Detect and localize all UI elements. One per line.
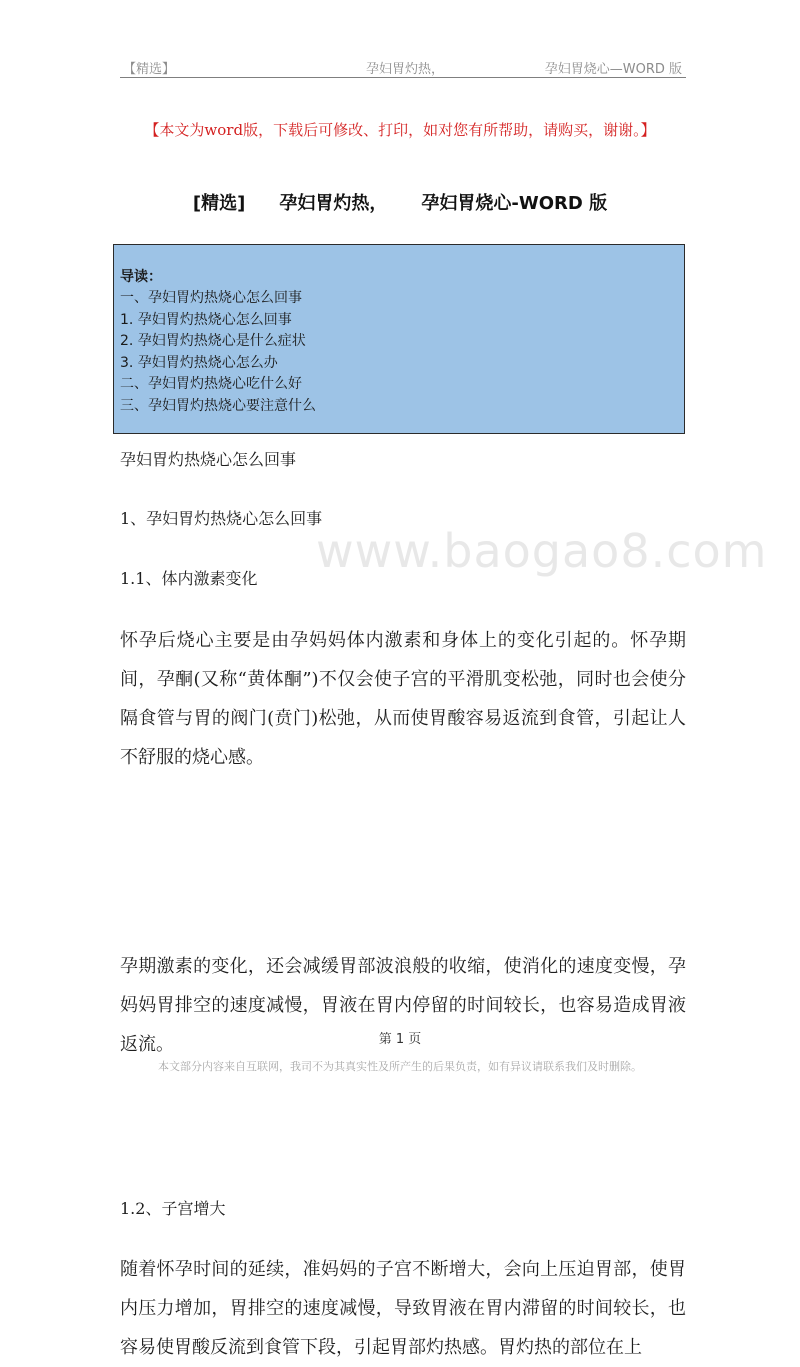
title-part-2: 孕妇胃灼热， [279, 193, 388, 214]
body-paragraph-1: 怀孕后烧心主要是由孕妈妈体内激素和身体上的变化引起的。怀孕期间，孕酮(又称“黄体酮”)不仅会使子宫的平滑肌变松弛，同时也会使分隔食管与胃的阀门(贲门)松弛，从而使胃酸容易返流到食管，引起让人不舒服的烧心感。 [120, 630, 686, 768]
header-center-text: 孕妇胃灼热， [366, 62, 445, 77]
title-part-1: [精选] [192, 193, 246, 214]
header-left-text: 【精选】 [123, 62, 176, 77]
toc-item[interactable]: 三、孕妇胃灼热烧心要注意什么 [120, 397, 316, 414]
subsection-title-1-1: 1.1、体内激素变化 [120, 569, 258, 588]
download-notice: 【本文为word版，下载后可修改、打印，如对您有所帮助，请购买，谢谢。】 [144, 121, 656, 139]
page-header [120, 55, 686, 78]
toc-item[interactable]: 一、孕妇胃灼热烧心怎么回事 [120, 290, 302, 306]
toc-item[interactable]: 二、孕妇胃灼热烧心吃什么好 [120, 376, 302, 392]
page-number: 第 1 页 [378, 1032, 422, 1047]
toc-item[interactable]: 3. 孕妇胃灼热烧心怎么办 [120, 354, 278, 371]
body-paragraph-2: 孕期激素的变化，还会减缓胃部波浪般的收缩，使消化的速度变慢，孕妈妈胃排空的速度减慢，胃液在胃内停留的时间较长，也容易造成胃液返流。 [120, 956, 686, 1055]
toc-item[interactable]: 2. 孕妇胃灼热烧心是什么症状 [120, 333, 306, 349]
subsection-title-1: 1、孕妇胃灼热烧心怎么回事 [120, 509, 323, 528]
header-right-text: 孕妇胃烧心—WORD 版 [544, 62, 682, 77]
document-title [60, 189, 740, 215]
section-title: 孕妇胃灼热烧心怎么回事 [120, 450, 297, 469]
subsection-title-1-2: 1.2、子宫增大 [120, 1199, 226, 1218]
table-of-contents [113, 244, 685, 434]
toc-item[interactable]: 1. 孕妇胃灼热烧心怎么回事 [120, 311, 292, 328]
watermark: www.baogao8.com [316, 524, 768, 578]
footer-disclaimer: 本文部分内容来自互联网，我司不为其真实性及所产生的后果负责，如有异议请联系我们及时删除。 [158, 1060, 642, 1073]
title-part-3: 孕妇胃烧心-WORD 版 [421, 193, 608, 214]
toc-heading: 导读： [120, 269, 162, 285]
body-paragraph-3: 随着怀孕时间的延续，准妈妈的子宫不断增大，会向上压迫胃部，使胃内压力增加，胃排空的速度减慢，导致胃液在胃内滞留的时间较长，也容易使胃酸反流到食管下段，引起胃部灼热感。胃灼热的部位在上 [120, 1259, 686, 1358]
